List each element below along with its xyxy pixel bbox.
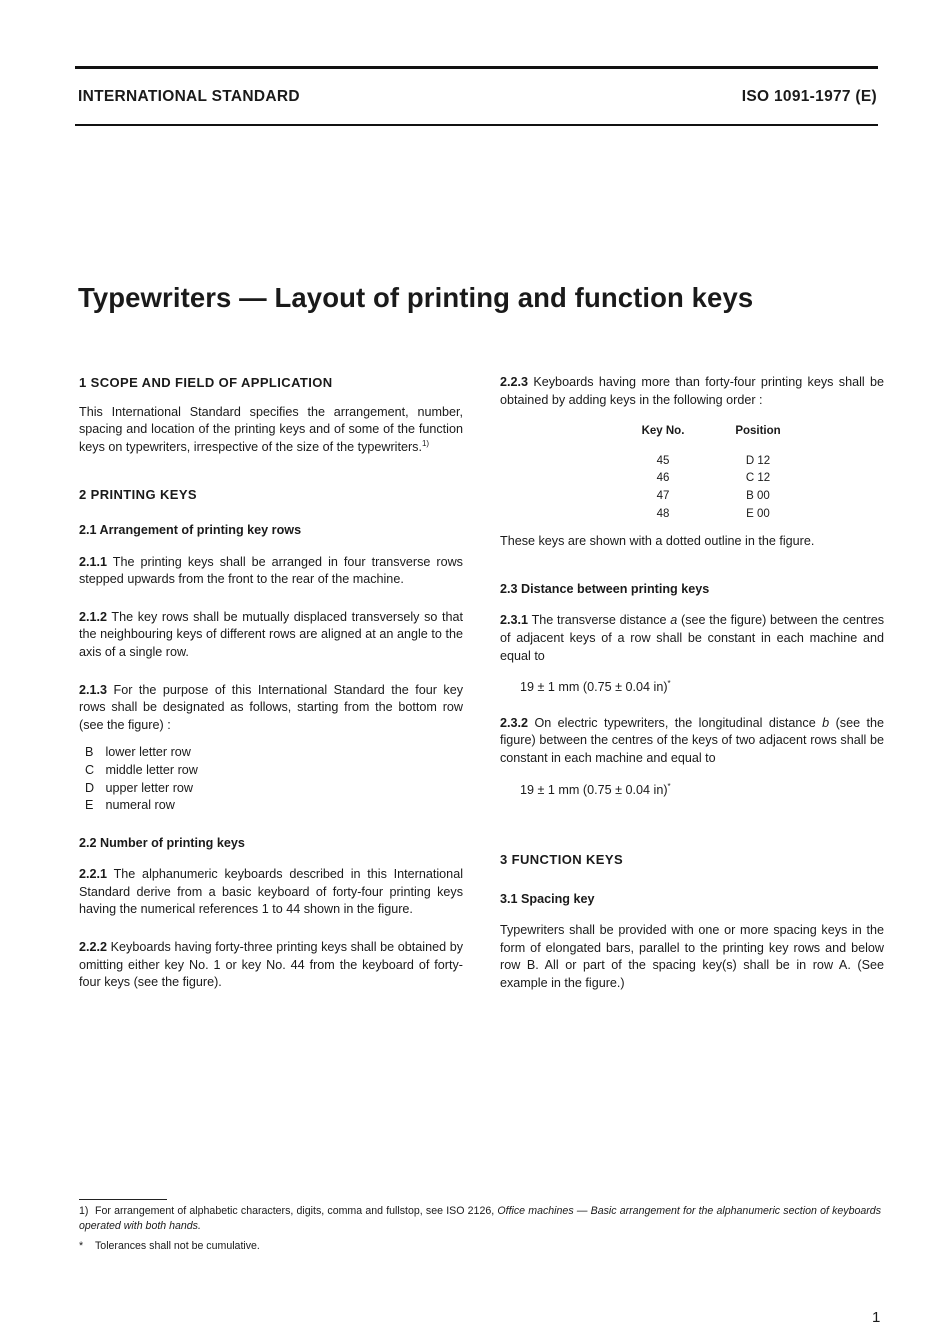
table-cell: 45 <box>656 454 670 467</box>
page-number: 1 <box>872 1309 881 1326</box>
paragraph-2-1-1: 2.1.1 The printing keys shall be arranged in four transverse rows stepped upwards from the front to the rear of the machine. <box>79 554 463 587</box>
section-3-1-heading: 3.1 Spacing key <box>500 891 595 906</box>
table-row <box>618 470 808 488</box>
distance-a-formula: 19 ± 1 mm (0.75 ± 0.04 in)* <box>520 679 671 695</box>
footnote-rule <box>79 1199 167 1200</box>
header-standard-label: INTERNATIONAL STANDARD <box>78 88 300 105</box>
section-2-3-heading: 2.3 Distance between printing keys <box>500 581 710 596</box>
section-1-heading: 1 SCOPE AND FIELD OF APPLICATION <box>79 375 333 390</box>
right-column <box>500 374 884 993</box>
table-cell: 46 <box>656 472 670 485</box>
key-row-list <box>85 744 463 814</box>
list-item: C middle letter row <box>85 762 198 777</box>
column-header-key-no: Key No. <box>641 425 685 438</box>
distance-b-formula: 19 ± 1 mm (0.75 ± 0.04 in)* <box>520 781 671 797</box>
paragraph-2-3-1: 2.3.1 The transverse distance a (see the figure) between the centres of adjacent keys of a row shall be constant in each machine and equal to <box>500 613 884 663</box>
section-2-2-heading: 2.2 Number of printing keys <box>79 835 245 850</box>
footnote-1-reference: 1) <box>421 438 430 448</box>
additional-keys-table <box>618 423 808 523</box>
paragraph-2-1-3: 2.1.3 For the purpose of this International Standard the four key rows shall be designated as follows, starting from the bottom row (see the figure) : <box>79 682 464 732</box>
list-item: B lower letter row <box>85 745 191 760</box>
table-cell: 48 <box>656 507 670 520</box>
table-row <box>618 488 808 506</box>
paragraph-2-2-1: 2.2.1 The alphanumeric keyboards described in this International Standard derive from a basic keyboard of forty-four printing keys having the numerical references 1 to 44 shown in the figure. <box>79 867 463 917</box>
section-2-heading: 2 PRINTING KEYS <box>79 487 197 503</box>
page-title: Typewriters — Layout of printing and function keys <box>78 282 754 313</box>
table-cell: B 00 <box>746 489 770 502</box>
paragraph-2-2-2: 2.2.2 Keyboards having forty-three printing keys shall be obtained by omitting either key No. 1 or key No. 44 from the keyboard of forty-four keys (see the figure). <box>79 940 464 990</box>
table-cell: C 12 <box>745 472 771 485</box>
paragraph-2-3-2: 2.3.2 On electric typewriters, the longitudinal distance b (see the figure) between the centres of the keys of two adjacent rows shall be constant in each machine and equal to <box>500 715 885 765</box>
dotted-outline-note: These keys are shown with a dotted outline in the figure. <box>500 534 815 549</box>
list-item: E numeral row <box>85 798 175 813</box>
paragraph-2-1-2: 2.1.2 The key rows shall be mutually displaced transversely so that the neighbouring keys of different rows are aligned at an angle to the axis of a single row. <box>79 609 463 659</box>
footnote-1: 1) For arrangement of alphabetic characters, digits, comma and fullstop, see ISO 2126, Office machines — Basic arrangement for the alphanumeric section of keyboards operated with both hands. <box>79 1205 881 1232</box>
table-cell: 47 <box>656 489 670 502</box>
paragraph-2-2-3: 2.2.3 Keyboards having more than forty-four printing keys shall be obtained by adding keys in the following order : <box>500 375 885 407</box>
section-3-heading: 3 FUNCTION KEYS <box>500 852 624 868</box>
table-header-row <box>618 423 808 453</box>
header-bottom-rule <box>75 124 878 126</box>
footnote-tolerances: * Tolerances shall not be cumulative. <box>79 1240 260 1252</box>
header-top-rule <box>75 66 878 69</box>
left-column <box>79 374 463 992</box>
table-row <box>618 453 808 471</box>
section-2-1-heading: 2.1 Arrangement of printing key rows <box>79 522 302 537</box>
header-document-number: ISO 1091-1977 (E) <box>741 88 877 105</box>
column-header-position: Position <box>735 425 781 438</box>
table-cell: E 00 <box>746 507 770 520</box>
section-1-body: This International Standard specifies the arrangement, number, spacing and location of the printing keys and of some of the function keys on typewriters, irrespective of the size of the typewriters.$^{1)}$ <box>79 404 463 454</box>
table-row <box>618 506 808 524</box>
paragraph-3-1: Typewriters shall be provided with one or more spacing keys in the form of elongated bars, parallel to the printing key rows and below row B. All or part of the spacing key(s) shall be in row A. (See example in the figure.) <box>500 923 884 991</box>
table-cell: D 12 <box>745 454 771 467</box>
list-item: D upper letter row <box>85 780 193 795</box>
